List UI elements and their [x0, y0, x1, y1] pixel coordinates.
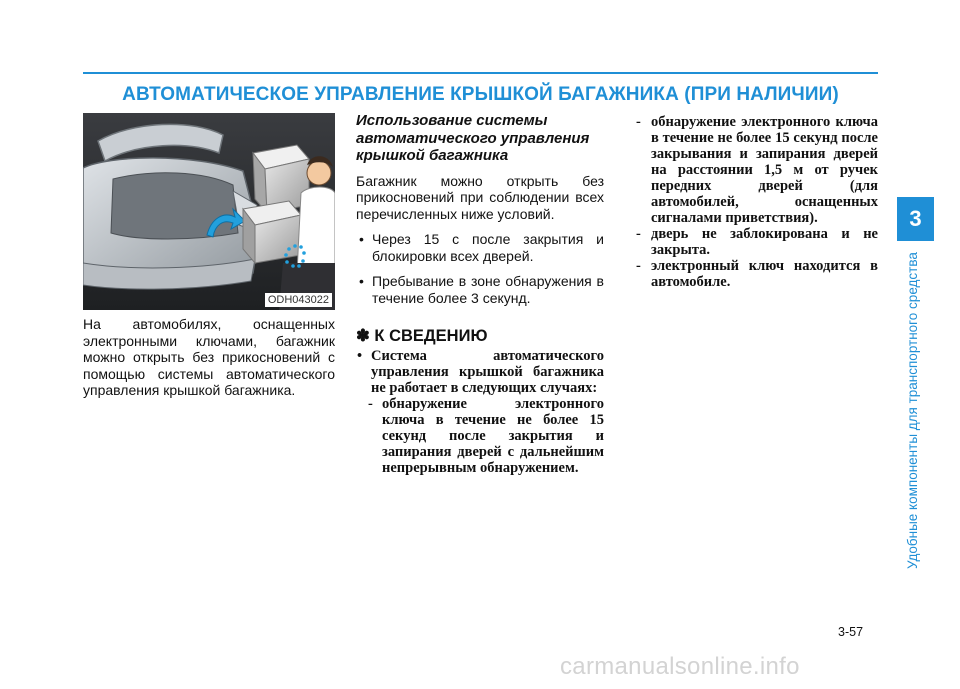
watermark: carmanualsonline.info — [560, 653, 800, 680]
condition-item — [356, 231, 604, 264]
page-title: АВТОМАТИЧЕСКОЕ УПРАВЛЕНИЕ КРЫШКОЙ БАГАЖНИКА (ПРИ НАЛИЧИИ) — [122, 84, 839, 105]
chapter-number-tab[interactable]: 3 — [897, 197, 934, 241]
note-subitem — [636, 114, 878, 226]
bullet-marker: • — [359, 231, 364, 247]
note-item — [356, 348, 604, 396]
note-subitem — [636, 226, 878, 258]
bullet-marker: • — [359, 273, 364, 289]
page-number: 3-57 — [838, 625, 864, 639]
column-3 — [636, 114, 878, 290]
intro-paragraph: На автомобилях, оснащенных электронными ключами, багажник можно открыть без прикосновений с помощью системы автоматического управления крышкой багажника. — [83, 316, 335, 398]
note-subitem — [356, 396, 604, 476]
chapter-sidebar — [897, 197, 934, 577]
hands-free-trunk-illustration — [83, 113, 335, 310]
dash-marker: - — [368, 396, 373, 412]
note-heading — [356, 326, 604, 346]
conditions-intro: Багажник можно открыть без прикосновений при соблюдении всех перечисленных ниже условий. — [356, 172, 604, 222]
note-subitem-text: электронный ключ находится в автомобиле. — [651, 258, 878, 290]
section-subheading: Использование системы автоматического управления крышкой багажника — [356, 112, 590, 164]
note-subitem-text: обнаружение электронного ключа в течение не более 15 секунд после закрытия и запирания дверей с дальнейшим непрерывным обнаружением. — [382, 396, 604, 476]
figure-code: ODH043022 — [265, 293, 332, 307]
condition-item — [356, 273, 604, 306]
note-text: Система автоматического управления крышкой багажника не работает в следующих случаях: — [371, 348, 604, 396]
column-2 — [356, 112, 604, 476]
note-subitem-text: дверь не заблокирована и не закрыта. — [651, 226, 878, 258]
dash-marker: - — [636, 114, 641, 130]
note-subitem — [636, 258, 878, 290]
condition-text: Пребывание в зоне обнаружения в течение более 3 секунд. — [372, 273, 604, 306]
note-symbol-icon: ✽ — [356, 327, 370, 345]
column-1 — [83, 316, 335, 399]
figure-hands-free-trunk — [83, 113, 335, 310]
dash-marker: - — [636, 258, 641, 274]
bullet-marker: • — [357, 348, 363, 364]
chapter-name: Удобные компоненты для транспортного средства — [905, 252, 920, 569]
dash-marker: - — [636, 226, 641, 242]
header-rule — [83, 72, 878, 74]
note-subitem-text: обнаружение электронного ключа в течение не более 15 секунд после закрывания и запирания дверей на расстоянии 1,5 м от ручек передних дверей (для автомобилей, оснащенных сигналами приветствия). — [651, 114, 878, 226]
note-heading-text: К СВЕДЕНИЮ — [374, 327, 488, 345]
condition-text: Через 15 с после закрытия и блокировки всех дверей. — [372, 231, 604, 264]
